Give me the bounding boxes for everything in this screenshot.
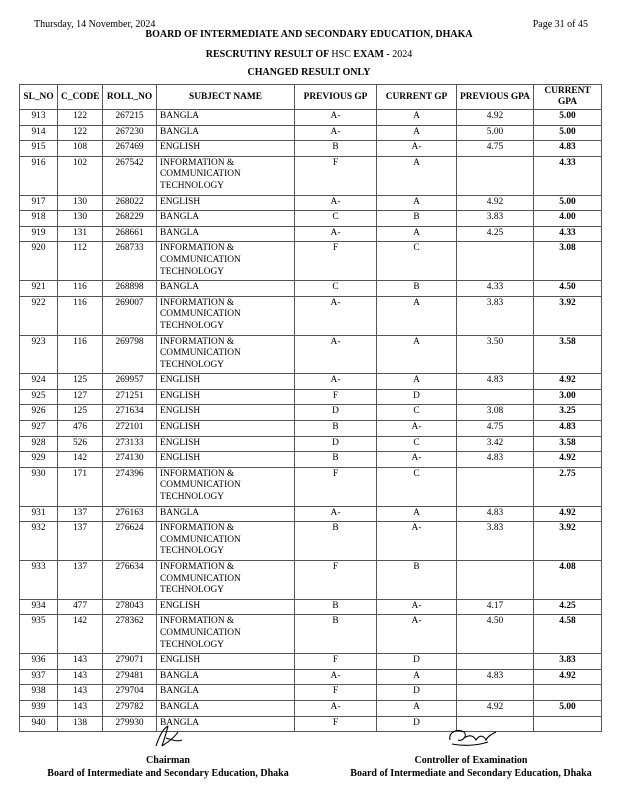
c-code-cell: 142 xyxy=(58,452,103,468)
sl-no-cell: 934 xyxy=(20,599,58,615)
roll-no-cell: 274130 xyxy=(103,452,157,468)
chairman-organization: Board of Intermediate and Secondary Education, Dhaka xyxy=(47,768,289,779)
sl-no-cell: 922 xyxy=(20,296,58,335)
current-gpa-cell: 5.00 xyxy=(534,195,602,211)
previous-gp-cell: A- xyxy=(295,296,377,335)
previous-gpa-cell: 4.83 xyxy=(457,506,534,522)
previous-gpa-cell: 4.92 xyxy=(457,700,534,716)
previous-gp-cell: A- xyxy=(295,195,377,211)
current-gpa-cell: 3.00 xyxy=(534,389,602,405)
previous-gpa-cell: 3.50 xyxy=(457,335,534,374)
current-gpa-cell xyxy=(534,685,602,701)
result-title-part-c: EXAM - xyxy=(353,49,390,60)
previous-gp-cell: F xyxy=(295,685,377,701)
current-gp-cell: A- xyxy=(377,615,457,654)
roll-no-cell: 271634 xyxy=(103,405,157,421)
table-row xyxy=(20,700,602,716)
previous-gpa-cell xyxy=(457,654,534,670)
c-code-cell: 102 xyxy=(58,156,103,195)
previous-gp-cell: A- xyxy=(295,226,377,242)
sl-no-cell: 932 xyxy=(20,522,58,561)
chairman-signature-block xyxy=(18,724,318,779)
result-title-part-a: RESCRUTINY RESULT OF xyxy=(205,49,329,60)
table-row xyxy=(20,506,602,522)
subject-cell: INFORMATION & COMMUNICATION TECHNOLOGY xyxy=(157,296,295,335)
table-row xyxy=(20,335,602,374)
table-row xyxy=(20,296,602,335)
roll-no-cell: 269798 xyxy=(103,335,157,374)
sl-no-cell: 927 xyxy=(20,421,58,437)
c-code-cell: 127 xyxy=(58,389,103,405)
c-code-cell: 476 xyxy=(58,421,103,437)
previous-gpa-cell: 3.83 xyxy=(457,211,534,227)
previous-gpa-cell xyxy=(457,685,534,701)
table-row xyxy=(20,452,602,468)
subject-cell: ENGLISH xyxy=(157,421,295,437)
results-table xyxy=(19,84,602,732)
roll-no-cell: 268661 xyxy=(103,226,157,242)
current-gpa-cell: 5.00 xyxy=(534,700,602,716)
current-gp-cell: A xyxy=(377,506,457,522)
subject-cell: ENGLISH xyxy=(157,389,295,405)
table-row xyxy=(20,599,602,615)
current-gp-cell: D xyxy=(377,685,457,701)
previous-gpa-cell: 4.25 xyxy=(457,226,534,242)
c-code-cell: 116 xyxy=(58,281,103,297)
current-gpa-cell: 4.83 xyxy=(534,141,602,157)
c-code-cell: 122 xyxy=(58,110,103,126)
c-code-cell: 171 xyxy=(58,467,103,506)
subject-cell: BANGLA xyxy=(157,211,295,227)
subject-cell: BANGLA xyxy=(157,506,295,522)
current-gpa-cell: 3.83 xyxy=(534,654,602,670)
table-row xyxy=(20,654,602,670)
chairman-title: Chairman xyxy=(146,755,190,766)
previous-gp-cell: C xyxy=(295,211,377,227)
table-row xyxy=(20,110,602,126)
subject-cell: INFORMATION & COMMUNICATION TECHNOLOGY xyxy=(157,615,295,654)
sl-no-cell: 933 xyxy=(20,561,58,600)
sl-no-cell: 938 xyxy=(20,685,58,701)
sl-no-header: SL_NO xyxy=(20,85,58,110)
previous-gpa-header: PREVIOUS GPA xyxy=(457,85,534,110)
sl-no-cell: 913 xyxy=(20,110,58,126)
subject-cell: ENGLISH xyxy=(157,599,295,615)
subject-cell: INFORMATION & COMMUNICATION TECHNOLOGY xyxy=(157,522,295,561)
previous-gp-header: PREVIOUS GP xyxy=(295,85,377,110)
current-gp-cell: C xyxy=(377,467,457,506)
roll-no-cell: 276634 xyxy=(103,561,157,600)
previous-gp-cell: F xyxy=(295,242,377,281)
subject-name-header: SUBJECT NAME xyxy=(157,85,295,110)
subject-cell: INFORMATION & COMMUNICATION TECHNOLOGY xyxy=(157,242,295,281)
c-code-cell: 116 xyxy=(58,296,103,335)
previous-gpa-cell: 4.33 xyxy=(457,281,534,297)
table-row xyxy=(20,281,602,297)
previous-gp-cell: B xyxy=(295,141,377,157)
subject-cell: BANGLA xyxy=(157,669,295,685)
subject-cell: INFORMATION & COMMUNICATION TECHNOLOGY xyxy=(157,561,295,600)
table-row xyxy=(20,195,602,211)
previous-gp-cell: A- xyxy=(295,374,377,390)
chairman-signature-mark xyxy=(138,724,198,750)
result-subtitle: CHANGED RESULT ONLY xyxy=(247,67,371,78)
current-gpa-cell: 5.00 xyxy=(534,125,602,141)
subject-cell: INFORMATION & COMMUNICATION TECHNOLOGY xyxy=(157,156,295,195)
result-title-exam: HSC xyxy=(331,49,351,60)
roll-no-cell: 268733 xyxy=(103,242,157,281)
roll-no-cell: 279930 xyxy=(103,716,157,732)
sl-no-cell: 929 xyxy=(20,452,58,468)
c-code-cell: 143 xyxy=(58,669,103,685)
c-code-header: C_CODE xyxy=(58,85,103,110)
previous-gpa-cell xyxy=(457,467,534,506)
c-code-cell: 112 xyxy=(58,242,103,281)
subject-cell: BANGLA xyxy=(157,125,295,141)
table-row xyxy=(20,436,602,452)
roll-no-cell: 267542 xyxy=(103,156,157,195)
subject-cell: ENGLISH xyxy=(157,452,295,468)
roll-no-header: ROLL_NO xyxy=(103,85,157,110)
sl-no-cell: 921 xyxy=(20,281,58,297)
sl-no-cell: 939 xyxy=(20,700,58,716)
previous-gp-cell: A- xyxy=(295,669,377,685)
sl-no-cell: 937 xyxy=(20,669,58,685)
current-gp-cell: A- xyxy=(377,452,457,468)
sl-no-cell: 935 xyxy=(20,615,58,654)
c-code-cell: 143 xyxy=(58,654,103,670)
subject-cell: ENGLISH xyxy=(157,405,295,421)
c-code-cell: 125 xyxy=(58,405,103,421)
current-gp-cell: C xyxy=(377,405,457,421)
sl-no-cell: 917 xyxy=(20,195,58,211)
sl-no-cell: 931 xyxy=(20,506,58,522)
current-gpa-cell: 3.58 xyxy=(534,436,602,452)
c-code-cell: 131 xyxy=(58,226,103,242)
sl-no-cell: 919 xyxy=(20,226,58,242)
roll-no-cell: 272101 xyxy=(103,421,157,437)
roll-no-cell: 278362 xyxy=(103,615,157,654)
current-gp-cell: A xyxy=(377,226,457,242)
previous-gp-cell: B xyxy=(295,615,377,654)
previous-gpa-cell: 4.17 xyxy=(457,599,534,615)
current-gp-cell: C xyxy=(377,436,457,452)
table-body xyxy=(20,110,602,732)
table-header-row xyxy=(20,85,602,110)
page-number: Page 31 of 45 xyxy=(532,19,588,30)
table-row xyxy=(20,421,602,437)
current-gpa-cell: 4.50 xyxy=(534,281,602,297)
current-gp-cell: A xyxy=(377,335,457,374)
sl-no-cell: 940 xyxy=(20,716,58,732)
board-title: BOARD OF INTERMEDIATE AND SECONDARY EDUCATION, DHAKA xyxy=(145,29,473,40)
sl-no-cell: 918 xyxy=(20,211,58,227)
current-gpa-cell: 4.33 xyxy=(534,226,602,242)
c-code-cell: 526 xyxy=(58,436,103,452)
previous-gpa-cell xyxy=(457,561,534,600)
previous-gpa-cell: 4.75 xyxy=(457,421,534,437)
previous-gp-cell: B xyxy=(295,599,377,615)
subject-cell: ENGLISH xyxy=(157,141,295,157)
current-gp-header: CURRENT GP xyxy=(377,85,457,110)
previous-gp-cell: A- xyxy=(295,110,377,126)
current-gp-cell: A- xyxy=(377,141,457,157)
current-gp-cell: B xyxy=(377,211,457,227)
roll-no-cell: 268898 xyxy=(103,281,157,297)
roll-no-cell: 274396 xyxy=(103,467,157,506)
current-gp-cell: A xyxy=(377,374,457,390)
current-gpa-cell: 4.08 xyxy=(534,561,602,600)
previous-gpa-cell xyxy=(457,242,534,281)
previous-gp-cell: C xyxy=(295,281,377,297)
current-gpa-cell: 5.00 xyxy=(534,110,602,126)
previous-gpa-cell xyxy=(457,156,534,195)
table-row xyxy=(20,125,602,141)
current-gpa-cell: 4.25 xyxy=(534,599,602,615)
sl-no-cell: 916 xyxy=(20,156,58,195)
c-code-cell: 143 xyxy=(58,685,103,701)
result-title xyxy=(0,49,618,60)
subject-cell: BANGLA xyxy=(157,685,295,701)
subject-cell: INFORMATION & COMMUNICATION TECHNOLOGY xyxy=(157,335,295,374)
roll-no-cell: 269007 xyxy=(103,296,157,335)
table-row xyxy=(20,156,602,195)
c-code-cell: 477 xyxy=(58,599,103,615)
previous-gp-cell: A- xyxy=(295,700,377,716)
sl-no-cell: 925 xyxy=(20,389,58,405)
previous-gpa-cell: 4.75 xyxy=(457,141,534,157)
previous-gp-cell: F xyxy=(295,654,377,670)
current-gp-cell: C xyxy=(377,242,457,281)
current-gpa-cell: 3.58 xyxy=(534,335,602,374)
previous-gpa-cell: 4.83 xyxy=(457,669,534,685)
previous-gpa-cell: 4.92 xyxy=(457,195,534,211)
table-row xyxy=(20,226,602,242)
previous-gpa-cell: 3.42 xyxy=(457,436,534,452)
current-gp-cell: A xyxy=(377,296,457,335)
controller-title: Controller of Examination xyxy=(414,755,528,766)
subject-cell: BANGLA xyxy=(157,226,295,242)
roll-no-cell: 267230 xyxy=(103,125,157,141)
roll-no-cell: 276163 xyxy=(103,506,157,522)
roll-no-cell: 279704 xyxy=(103,685,157,701)
table-row xyxy=(20,685,602,701)
current-gpa-cell: 3.08 xyxy=(534,242,602,281)
current-gpa-cell: 3.25 xyxy=(534,405,602,421)
c-code-cell: 116 xyxy=(58,335,103,374)
roll-no-cell: 267469 xyxy=(103,141,157,157)
previous-gpa-cell: 4.92 xyxy=(457,110,534,126)
previous-gp-cell: F xyxy=(295,467,377,506)
current-gp-cell: A- xyxy=(377,421,457,437)
sl-no-cell: 915 xyxy=(20,141,58,157)
table-row xyxy=(20,389,602,405)
subject-cell: ENGLISH xyxy=(157,374,295,390)
current-gpa-cell: 2.75 xyxy=(534,467,602,506)
subject-cell: BANGLA xyxy=(157,700,295,716)
roll-no-cell: 269957 xyxy=(103,374,157,390)
current-gp-cell: A- xyxy=(377,522,457,561)
table-row xyxy=(20,374,602,390)
roll-no-cell: 271251 xyxy=(103,389,157,405)
previous-gpa-cell: 3.83 xyxy=(457,296,534,335)
c-code-cell: 122 xyxy=(58,125,103,141)
current-gp-cell: B xyxy=(377,561,457,600)
previous-gp-cell: F xyxy=(295,156,377,195)
previous-gp-cell: A- xyxy=(295,506,377,522)
roll-no-cell: 268229 xyxy=(103,211,157,227)
result-title-year: 2024 xyxy=(392,49,413,60)
current-gpa-cell: 4.92 xyxy=(534,452,602,468)
roll-no-cell: 273133 xyxy=(103,436,157,452)
previous-gp-cell: D xyxy=(295,405,377,421)
previous-gp-cell: D xyxy=(295,436,377,452)
table-row xyxy=(20,669,602,685)
current-gpa-cell: 4.33 xyxy=(534,156,602,195)
table-row xyxy=(20,405,602,421)
current-gpa-cell: 3.92 xyxy=(534,522,602,561)
previous-gp-cell: F xyxy=(295,561,377,600)
sl-no-cell: 923 xyxy=(20,335,58,374)
previous-gp-cell: F xyxy=(295,716,377,732)
current-gpa-cell: 4.83 xyxy=(534,421,602,437)
print-date: Thursday, 14 November, 2024 xyxy=(34,19,156,30)
subject-cell: INFORMATION & COMMUNICATION TECHNOLOGY xyxy=(157,467,295,506)
table-row xyxy=(20,242,602,281)
previous-gpa-cell: 4.83 xyxy=(457,452,534,468)
current-gpa-cell: 4.92 xyxy=(534,506,602,522)
current-gp-cell: B xyxy=(377,281,457,297)
sl-no-cell: 914 xyxy=(20,125,58,141)
c-code-cell: 137 xyxy=(58,506,103,522)
subject-cell: BANGLA xyxy=(157,110,295,126)
roll-no-cell: 268022 xyxy=(103,195,157,211)
previous-gp-cell: B xyxy=(295,522,377,561)
table-row xyxy=(20,211,602,227)
current-gpa-cell: 4.92 xyxy=(534,374,602,390)
roll-no-cell: 278043 xyxy=(103,599,157,615)
c-code-cell: 138 xyxy=(58,716,103,732)
table-row xyxy=(20,522,602,561)
previous-gpa-cell: 3.83 xyxy=(457,522,534,561)
previous-gpa-cell: 3.08 xyxy=(457,405,534,421)
previous-gp-cell: B xyxy=(295,452,377,468)
c-code-cell: 125 xyxy=(58,374,103,390)
previous-gpa-cell: 4.50 xyxy=(457,615,534,654)
previous-gp-cell: F xyxy=(295,389,377,405)
current-gpa-cell: 4.92 xyxy=(534,669,602,685)
table-row xyxy=(20,141,602,157)
roll-no-cell: 276624 xyxy=(103,522,157,561)
subject-cell: BANGLA xyxy=(157,716,295,732)
current-gp-cell: A xyxy=(377,125,457,141)
current-gpa-cell: 4.00 xyxy=(534,211,602,227)
subject-cell: ENGLISH xyxy=(157,195,295,211)
current-gp-cell: A xyxy=(377,195,457,211)
subject-cell: ENGLISH xyxy=(157,654,295,670)
previous-gpa-cell: 4.83 xyxy=(457,374,534,390)
sl-no-cell: 936 xyxy=(20,654,58,670)
controller-signature-block xyxy=(326,724,616,779)
current-gp-cell: A xyxy=(377,110,457,126)
current-gpa-header: CURRENT GPA xyxy=(534,85,602,110)
sl-no-cell: 930 xyxy=(20,467,58,506)
current-gp-cell: D xyxy=(377,389,457,405)
table-row xyxy=(20,561,602,600)
previous-gpa-cell xyxy=(457,389,534,405)
sl-no-cell: 928 xyxy=(20,436,58,452)
previous-gp-cell: A- xyxy=(295,125,377,141)
c-code-cell: 143 xyxy=(58,700,103,716)
subject-cell: ENGLISH xyxy=(157,436,295,452)
c-code-cell: 142 xyxy=(58,615,103,654)
sl-no-cell: 920 xyxy=(20,242,58,281)
controller-organization: Board of Intermediate and Secondary Education, Dhaka xyxy=(350,768,592,779)
roll-no-cell: 267215 xyxy=(103,110,157,126)
current-gpa-cell: 4.58 xyxy=(534,615,602,654)
c-code-cell: 137 xyxy=(58,522,103,561)
sl-no-cell: 924 xyxy=(20,374,58,390)
current-gp-cell: D xyxy=(377,654,457,670)
c-code-cell: 130 xyxy=(58,211,103,227)
c-code-cell: 130 xyxy=(58,195,103,211)
current-gp-cell: A xyxy=(377,669,457,685)
previous-gp-cell: B xyxy=(295,421,377,437)
table-row xyxy=(20,467,602,506)
previous-gpa-cell: 5.00 xyxy=(457,125,534,141)
controller-signature-mark xyxy=(436,724,506,750)
roll-no-cell: 279481 xyxy=(103,669,157,685)
current-gpa-cell: 3.92 xyxy=(534,296,602,335)
roll-no-cell: 279782 xyxy=(103,700,157,716)
table-row xyxy=(20,615,602,654)
roll-no-cell: 279071 xyxy=(103,654,157,670)
c-code-cell: 108 xyxy=(58,141,103,157)
sl-no-cell: 926 xyxy=(20,405,58,421)
current-gp-cell: A xyxy=(377,700,457,716)
subject-cell: BANGLA xyxy=(157,281,295,297)
current-gp-cell: A xyxy=(377,156,457,195)
c-code-cell: 137 xyxy=(58,561,103,600)
current-gp-cell: A- xyxy=(377,599,457,615)
previous-gp-cell: A- xyxy=(295,335,377,374)
current-gp-cell: D xyxy=(377,716,457,732)
